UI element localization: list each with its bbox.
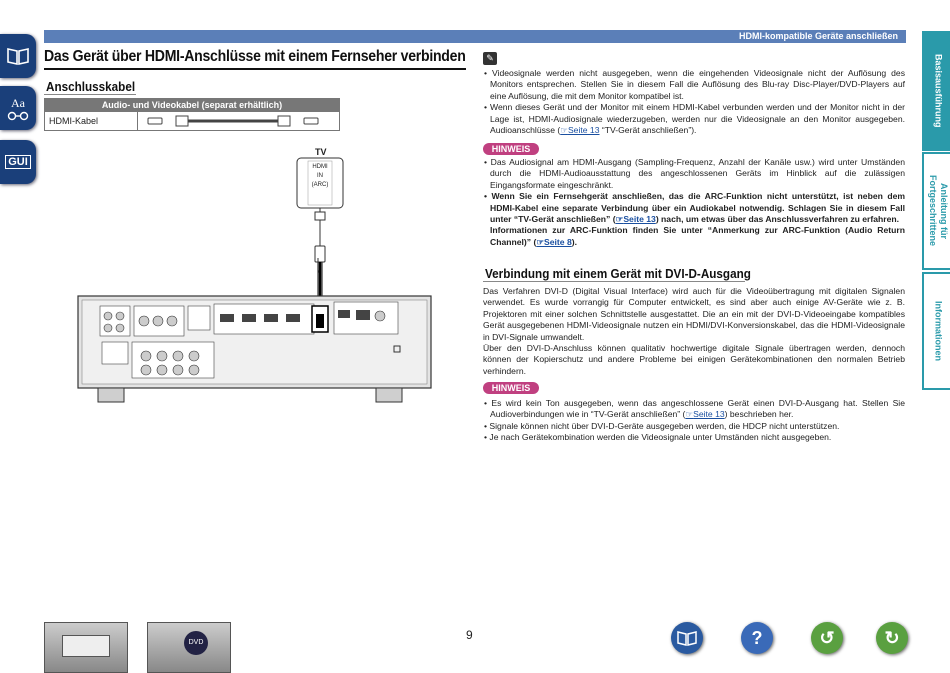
hinweis2-bullet-2: • Signale können nicht über DVI-D-Geräte ausgegeben werden, die HDCP nicht unterstützen.: [484, 420, 840, 431]
tab-fortgeschrittene[interactable]: Anleitung für Fortgeschrittene: [922, 152, 950, 270]
help-icon[interactable]: ?: [741, 622, 773, 654]
hinweis-section-2: [483, 398, 905, 444]
link-seite-13[interactable]: ☞Seite 13: [560, 125, 600, 136]
dvi-heading-underline: [483, 281, 745, 282]
hinweis-badge-1: HINWEIS: [483, 143, 539, 155]
anschluss-heading: Anschlusskabel: [46, 79, 136, 94]
page-number: 9: [466, 628, 473, 642]
cable-table-header: Audio- und Videokabel (separat erhältlich): [45, 99, 339, 112]
tab-basisausfuehrung[interactable]: Basisausführung: [922, 31, 950, 151]
contents-book-icon[interactable]: [671, 622, 703, 654]
note-bullet-2: • Wenn dieses Gerät und der Monitor mit einem HDMI-Kabel verbunden werden und der Monitor nicht in der Lage ist, HDMI-Audiosignale wiederzugeben, werden nur die Videosignale an den Monitor ausgegeben. Audioanschlüsse (☞Seite 13 “TV-Gerät anschließen”).: [484, 102, 905, 136]
tv-port-label: HDMI IN (ARC): [311, 164, 329, 188]
connection-diagram: [76, 146, 436, 408]
hinweis1-bullet-2: • Wenn Sie ein Fernsehgerät anschließen, das die ARC-Funktion nicht unterstützt, ist neben dem HDMI-Kabel eine separate Verbindung über ein Audiokabel notwendig. Schlagen Sie in diesem Fall unter “TV-Gerät anschließen” (☞Seite 13) nach, um etwas über das Anschlussverfahren zu erfahren.: [484, 191, 905, 225]
dvi-heading: Verbindung mit einem Gerät mit DVI-D-Ausgang: [485, 266, 751, 281]
heading-underline: [44, 94, 136, 95]
notes-section: [483, 68, 905, 136]
link-seite-13-b[interactable]: ☞Seite 13: [615, 214, 656, 225]
cable-row-label: HDMI-Kabel: [45, 112, 138, 130]
receiver-thumbnail[interactable]: [44, 622, 128, 673]
hinweis1-bullet-1: • Das Audiosignal am HDMI-Ausgang (Sampling-Frequenz, Anzahl der Kanäle usw.) wird unter Umständen durch die HDMI-Audioausstattung des angeschlossenen Geräts im Hinblick auf die zulässigen Eingangsformate eingeschränkt.: [484, 157, 905, 190]
hinweis2-bullet-1: • Es wird kein Ton ausgegeben, wenn das angeschlossene Gerät einen DVI-D-Ausgang hat. Stellen Sie Audioverbindungen wie in “TV-Gerät anschließen” (☞Seite 13) beschrieben her.: [484, 398, 905, 420]
hinweis1-arc-note: Informationen zur ARC-Funktion finden Sie unter “Anmerkung zur ARC-Funktion (Audio Return Channel)” (☞Seite 8).: [490, 225, 905, 247]
link-seite-8[interactable]: ☞Seite 8: [536, 236, 572, 247]
glossary-icon[interactable]: Aa: [0, 86, 36, 130]
cable-row-hdmi: [45, 112, 339, 130]
dvd-icon: DVD: [184, 631, 208, 655]
back-icon[interactable]: ↺: [811, 622, 843, 654]
gui-icon[interactable]: GUI: [0, 140, 36, 184]
note-bullet-1: • Videosignale werden nicht ausgegeben, wenn die eingehenden Videosignale nicht der Auflösung des Monitors entsprechen. Stellen Sie in diesem Fall die Auflösung des Blu-ray Disc-Player/DVD-Players auf eine Auflösung, die mit dem Monitor kompatibel ist.: [484, 68, 905, 101]
hinweis-badge-2: HINWEIS: [483, 382, 539, 394]
section-header-bar: [44, 30, 906, 43]
tv-label: TV: [315, 147, 327, 157]
hdmi-cable-icon: [138, 112, 338, 130]
link-seite-13-c[interactable]: ☞Seite 13: [685, 409, 725, 420]
tab-informationen[interactable]: Informationen: [922, 272, 950, 390]
dvi-paragraphs: [483, 286, 905, 377]
page-title: Das Gerät über HDMI-Anschlüsse mit einem Fernseher verbinden: [44, 48, 466, 65]
cable-table: [44, 98, 340, 131]
hinweis2-bullet-3: • Je nach Gerätekombination werden die Videosignale unter Umständen nicht ausgegeben.: [484, 432, 832, 443]
hinweis-section-1: [483, 157, 905, 248]
note-pencil-icon: ✎: [483, 52, 497, 65]
section-title: HDMI-kompatible Geräte anschließen: [738, 31, 898, 41]
forward-icon[interactable]: ↻: [876, 622, 908, 654]
dvi-paragraph-2: Über den DVI-D-Anschluss können qualitativ hochwertige digitale Signale übertragen werden, dennoch können der Kopierschutz und andere Probleme bei einigen Gerätekombinationen den normalen Betrieb verhindern.: [483, 343, 905, 376]
title-underline: [44, 68, 466, 70]
dvi-paragraph-1: Das Verfahren DVI-D (Digital Visual Interface) wird auch für die Videoübertragung mit digitalen Signalen verwendet. Es wurde vorrangig für Computer entwickelt, es sind aber auch einige AV-Geräte wie z. B. Projektoren mit einer solchen Schnittstelle ausgestattet. Die an ein mit der DVI-D-Videoeingabe kompatibles Gerät ausgegebenen HDMI-Videosignale nutzen ein HDMI/DVI-Konversionskabel, das die HDMI-Videosignale in DVI-Signale umwandelt.: [483, 286, 905, 342]
dvd-thumbnail[interactable]: [147, 622, 231, 673]
book-icon[interactable]: [0, 34, 36, 78]
